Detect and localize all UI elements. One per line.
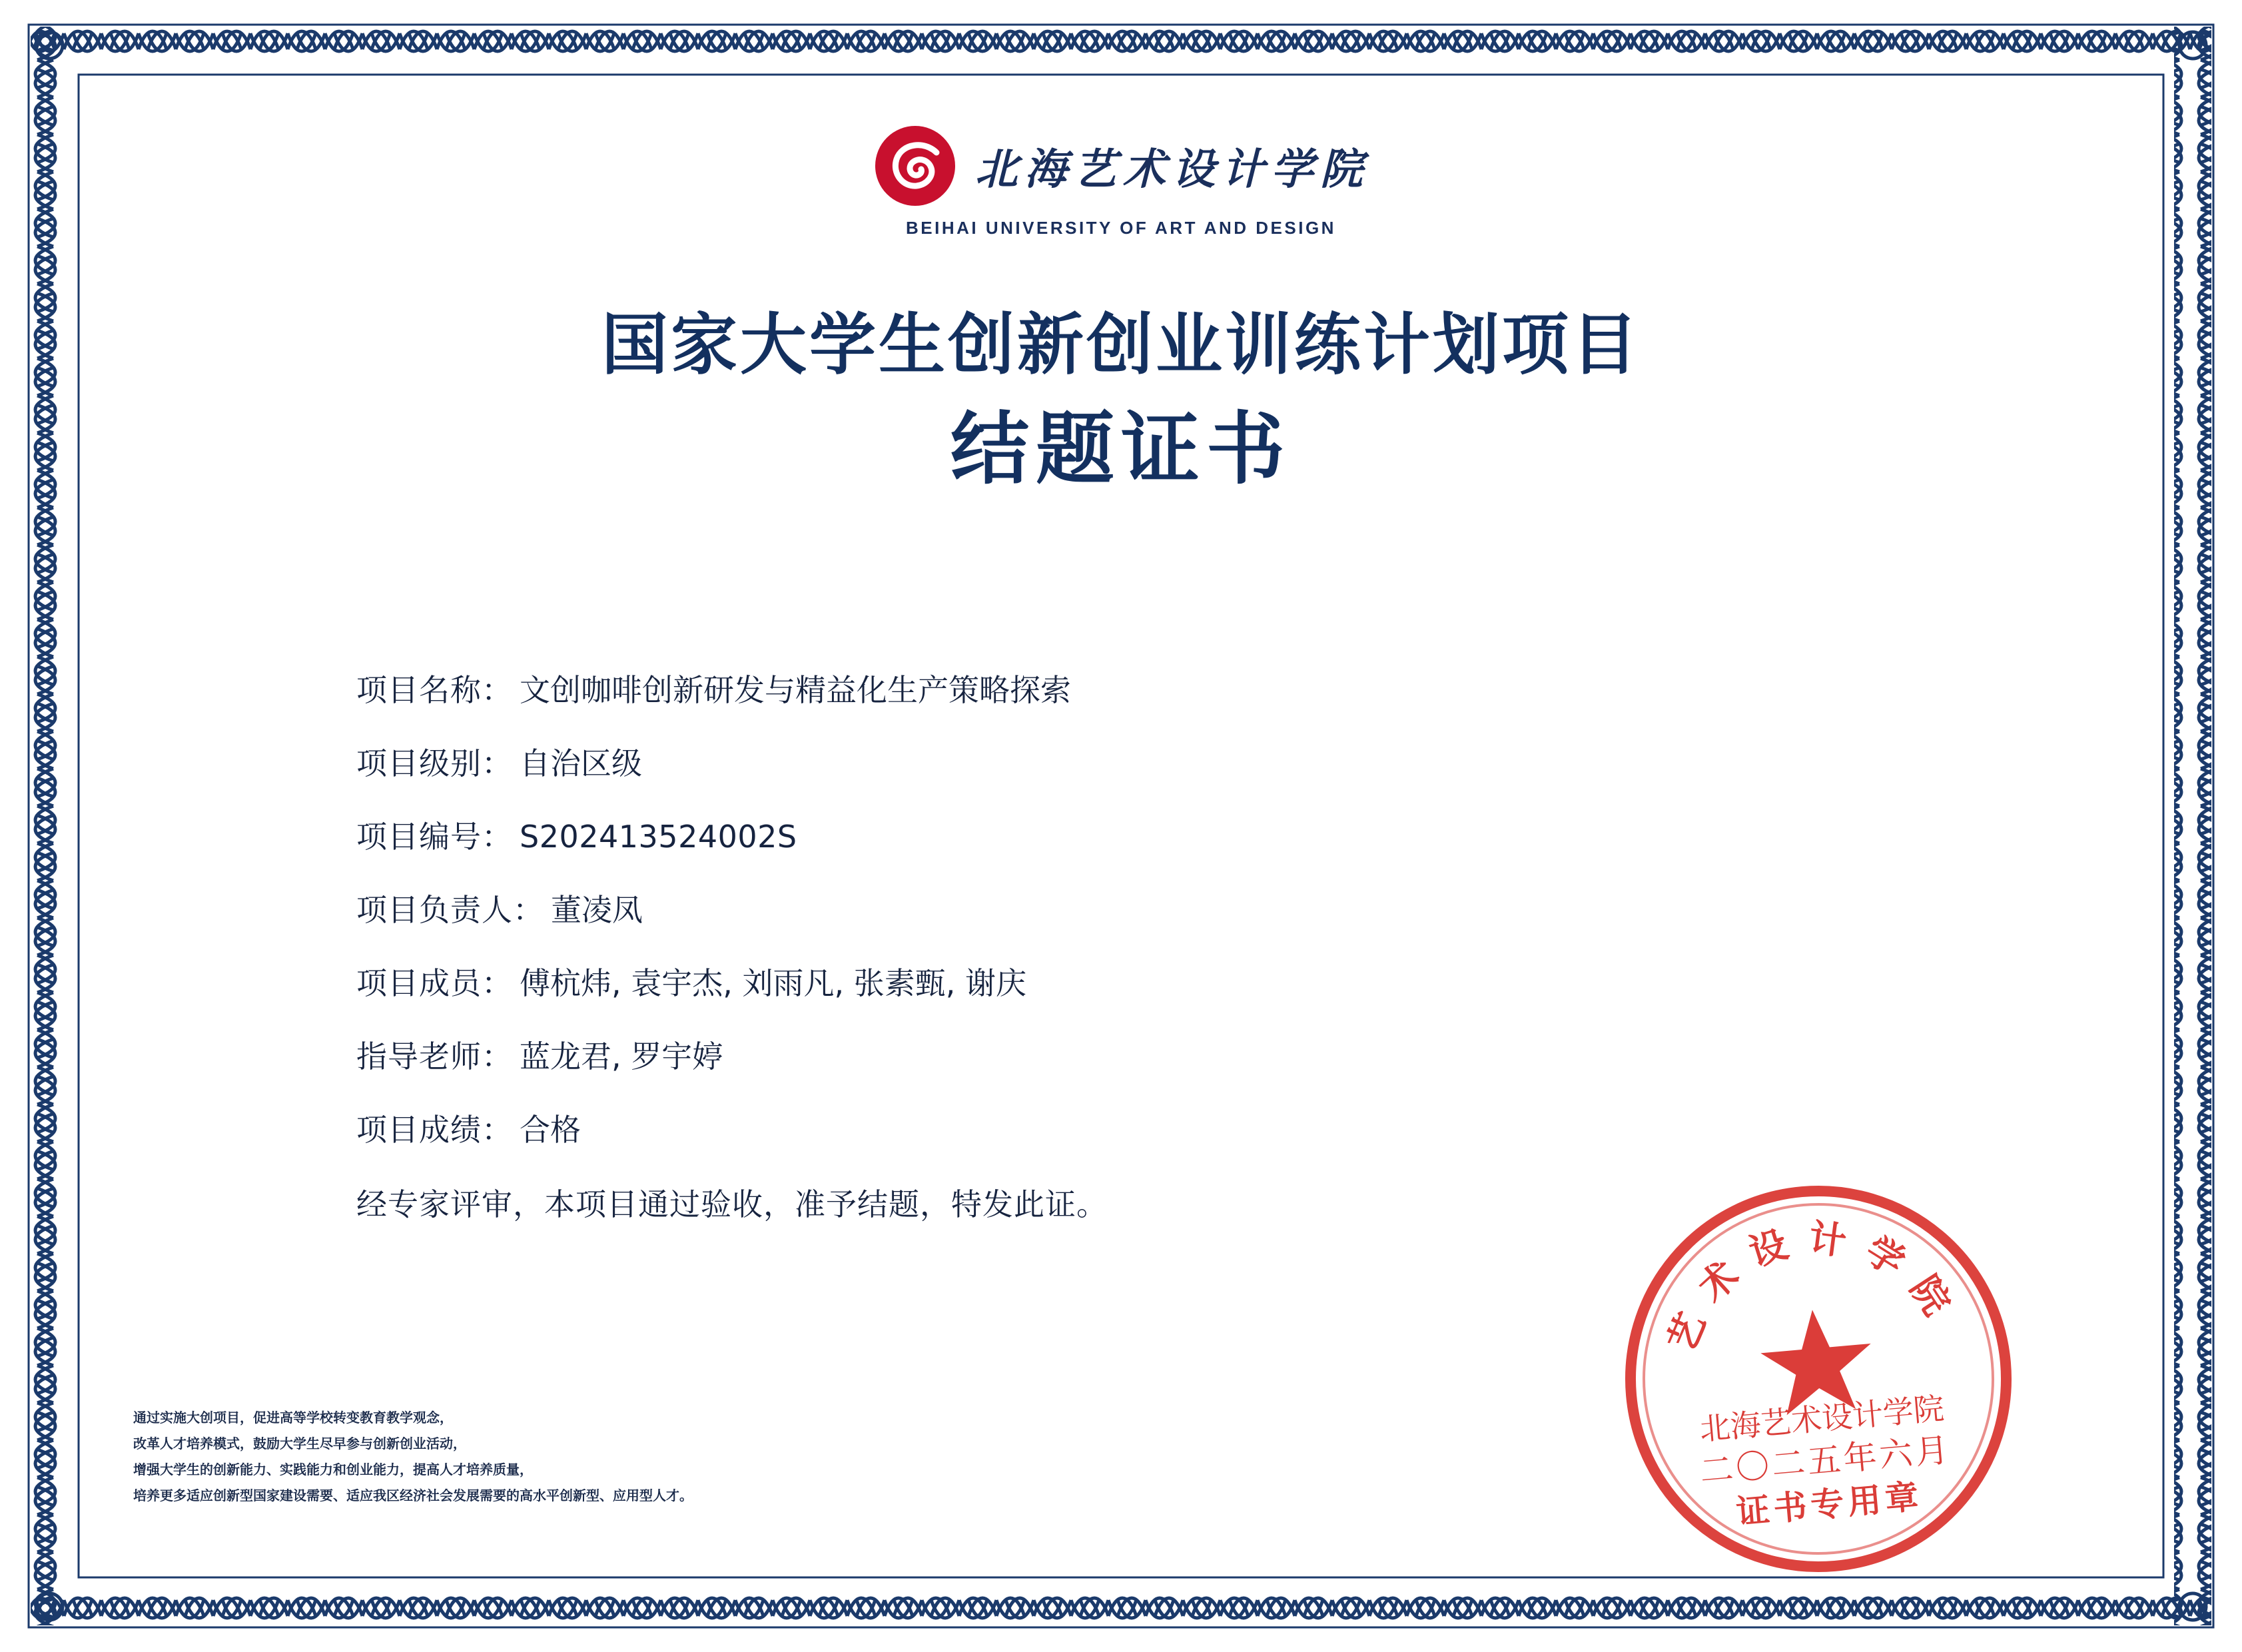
university-emblem-icon [873,123,958,208]
field-row [356,813,2042,857]
certificate-fields [356,666,2042,1224]
field-value-grade: 合格 [520,1112,581,1148]
certificate-title-sub: 结题证书 [950,402,1292,495]
approval-statement: 经专家评审，本项目通过验收，准予结题，特发此证。 [356,1186,1108,1222]
field-row [356,739,2042,783]
certificate-title-main: 国家大学生创新创业训练计划项目 [601,305,1641,384]
official-seal-stamp [1602,1162,2035,1595]
footer-note [133,1405,693,1509]
field-row [356,886,2042,930]
field-row [356,1032,2042,1076]
svg-text:艺术设计学院: 艺术设计学院 [1659,1215,1969,1358]
title-block [0,303,2242,502]
field-value-advisors: 蓝龙君, 罗宇婷 [520,1038,723,1074]
field-label-project-members: 项目成员： [356,965,513,1001]
field-label-project-name: 项目名称： [356,672,513,708]
field-value-project-level: 自治区级 [520,745,642,781]
svg-text:证书专用章: 证书专用章 [1734,1476,1924,1532]
field-value-project-leader: 董凌凤 [551,892,643,928]
field-row [356,1106,2042,1150]
field-value-project-members: 傅杭炜, 袁宇杰, 刘雨凡, 张素甄, 谢庆 [520,965,1026,1001]
field-label-advisors: 指导老师： [356,1038,513,1074]
institution-name-en: BEIHAI UNIVERSITY OF ART AND DESIGN [906,218,1336,238]
field-label-project-leader: 项目负责人： [356,892,544,928]
svg-text:北海艺术设计学院: 北海艺术设计学院 [1698,1390,1946,1447]
field-value-project-number: S202413524002S [520,819,797,855]
footer-note-line: 改革人才培养模式，鼓励大学生尽早参与创新创业活动， [133,1436,466,1451]
field-label-project-number: 项目编号： [356,819,513,855]
field-label-project-level: 项目级别： [356,745,513,781]
svg-text:二〇二五年六月: 二〇二五年六月 [1698,1430,1953,1491]
institution-logo-block [0,123,2242,238]
field-label-grade: 项目成绩： [356,1112,513,1148]
footer-note-line: 通过实施大创项目，促进高等学校转变教育教学观念， [133,1410,453,1426]
field-value-project-name: 文创咖啡创新研发与精益化生产策略探索 [520,672,1071,708]
institution-name-cn: 北海艺术设计学院 [975,145,1369,195]
field-row [356,959,2042,1003]
footer-note-line: 培养更多适应创新型国家建设需要、适应我区经济社会发展需要的高水平创新型、应用型人才。 [133,1487,693,1503]
footer-note-line: 增强大学生的创新能力、实践能力和创业能力，提高人才培养质量， [133,1461,533,1477]
logo-row [873,123,1369,208]
field-row [356,666,2042,710]
